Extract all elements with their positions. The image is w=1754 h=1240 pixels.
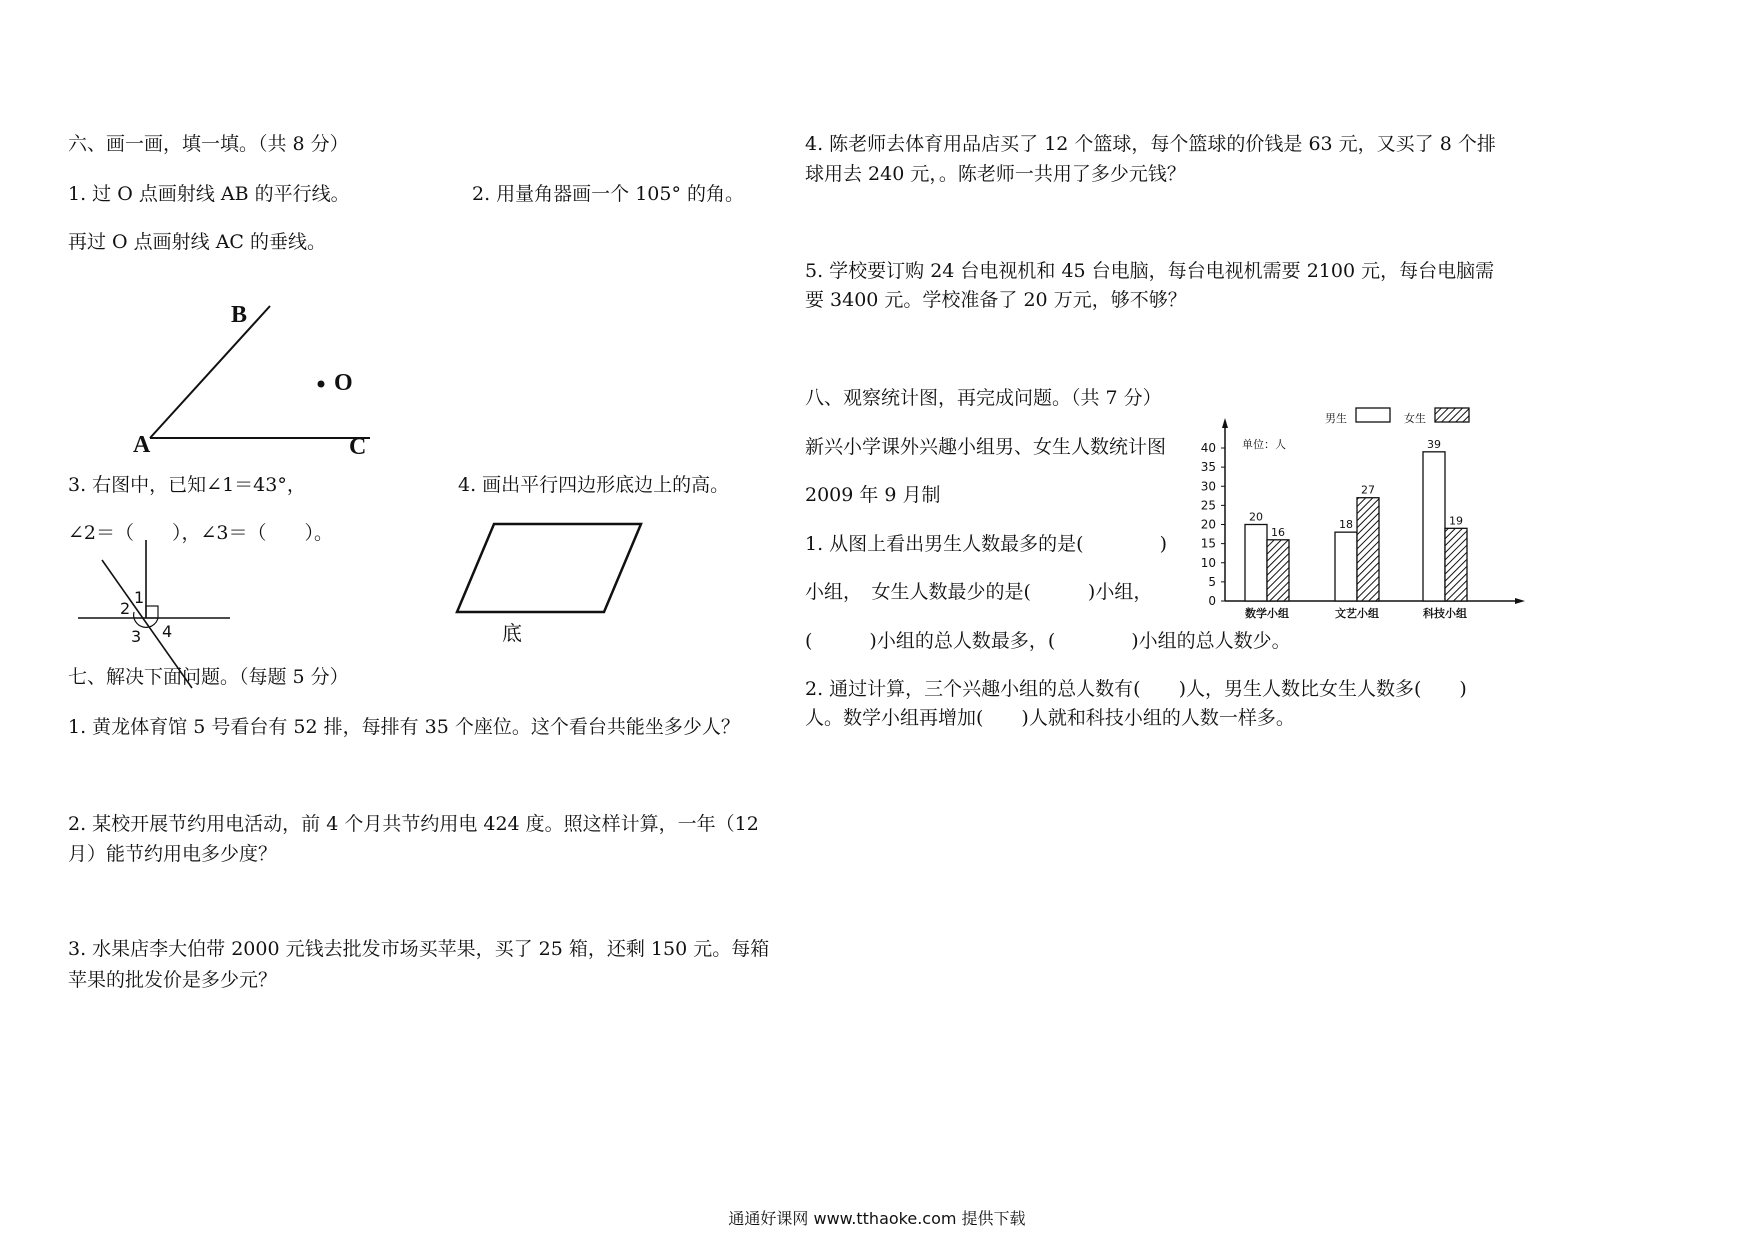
- y-tick-label: 35: [1200, 460, 1216, 475]
- s7-q2-line1: 2. 某校开展节约用电活动，前 4 个月共节约用电 424 度。照这样计算，一年（12: [68, 813, 759, 835]
- y-tick-label: 15: [1200, 536, 1216, 551]
- s7-q3-line1: 3. 水果店李大伯带 2000 元钱去批发市场买苹果，买了 25 箱，还剩 150 元。每箱: [68, 938, 770, 960]
- legend-label-girls: 女生: [1404, 412, 1426, 425]
- category-label: 文艺小组: [1335, 607, 1379, 620]
- s8-q1-line2: 小组， 女生人数最少的是( )小组，: [805, 581, 1153, 603]
- bar-value-label: 20: [1249, 510, 1263, 524]
- parallelogram: [457, 524, 641, 612]
- girls-bar: [1445, 528, 1467, 601]
- s7-q4-line1: 4. 陈老师去体育用品店买了 12 个篮球，每个篮球的价钱是 63 元，又买了 8 个排: [805, 133, 1496, 155]
- angle-number-3: 3: [131, 627, 142, 646]
- bar-value-label: 39: [1427, 437, 1441, 451]
- chart-caption: 新兴小学课外兴趣小组男、女生人数统计图: [805, 436, 1167, 458]
- s7-q5-line2: 要 3400 元。学校准备了 20 万元，够不够？: [805, 289, 1187, 311]
- category-label: 数学小组: [1245, 607, 1289, 620]
- s7-q5-line1: 5. 学校要订购 24 台电视机和 45 台电脑，每台电视机需要 2100 元，每台电脑需: [805, 260, 1495, 282]
- s6-q1-line1: 1. 过 O 点画射线 AB 的平行线。: [68, 183, 350, 205]
- label-o: O: [334, 370, 353, 396]
- ray-ab: [150, 306, 270, 438]
- label-c: C: [349, 434, 367, 460]
- legend-label-boys: 男生: [1325, 412, 1347, 425]
- girls-bar: [1357, 498, 1379, 601]
- y-tick-label: 30: [1200, 479, 1216, 494]
- angle-number-2: 2: [120, 599, 131, 618]
- y-axis-arrow: [1222, 418, 1228, 428]
- s6-q3-line1: 3. 右图中，已知∠1＝43°，: [68, 474, 306, 496]
- angle-number-1: 1: [134, 588, 145, 607]
- y-tick-label: 10: [1200, 555, 1216, 570]
- bar-value-label: 19: [1449, 514, 1463, 528]
- y-tick-label: 40: [1200, 441, 1216, 455]
- unit-label: 单位：人: [1242, 438, 1286, 451]
- s7-q1: 1. 黄龙体育馆 5 号看台有 52 排，每排有 35 个座位。这个看台共能坐多少人？: [68, 716, 740, 738]
- bar-value-label: 16: [1271, 525, 1285, 539]
- section8-title: 八、观察统计图，再完成问题。（共 7 分）: [805, 387, 1162, 409]
- bar-value-label: 27: [1361, 483, 1375, 497]
- angle-number-4: 4: [162, 622, 173, 641]
- footer: 通通好课网 www.tthaoke.com 提供下载: [728, 1209, 1026, 1228]
- section7-title: 七、解决下面问题。（每题 5 分）: [68, 666, 349, 688]
- boys-bar: [1245, 525, 1267, 602]
- bar-chart: [1180, 400, 1530, 630]
- y-tick-label: 5: [1208, 574, 1216, 589]
- s7-q4-line2: 球用去 240 元，。陈老师一共用了多少元钱？: [805, 163, 1186, 185]
- category-label: 科技小组: [1423, 607, 1467, 620]
- y-tick-label: 20: [1200, 517, 1216, 532]
- girls-bar: [1267, 540, 1289, 601]
- section6-title: 六、画一画，填一填。（共 8 分）: [68, 133, 349, 155]
- legend-swatch-girls: [1435, 408, 1469, 422]
- s8-q1-line3: ( )小组的总人数最多，( )小组的总人数少。: [805, 630, 1291, 652]
- s8-q2-line2: 人。数学小组再增加( )人就和科技小组的人数一样多。: [805, 707, 1295, 729]
- boys-bar: [1335, 532, 1357, 601]
- chart-date: 2009 年 9 月制: [805, 484, 941, 506]
- y-tick-label: 0: [1208, 594, 1216, 608]
- y-tick-label: 25: [1200, 498, 1216, 513]
- s6-q3-line2: ∠2＝（ ），∠3＝（ ）。: [68, 522, 334, 544]
- label-a: A: [133, 432, 151, 458]
- s6-q1-line2: 再过 O 点画射线 AC 的垂线。: [68, 231, 326, 253]
- s7-q3-line2: 苹果的批发价是多少元？: [68, 969, 278, 991]
- s6-q2: 2. 用量角器画一个 105° 的角。: [472, 183, 745, 205]
- s8-q1-line1: 1. 从图上看出男生人数最多的是( ): [805, 533, 1167, 555]
- right-angle-mark: [146, 606, 158, 618]
- parallelogram-figure: [450, 515, 650, 625]
- base-label: 底: [502, 621, 522, 645]
- point-o: [318, 381, 325, 388]
- label-b: B: [231, 302, 248, 328]
- s6-q4: 4. 画出平行四边形底边上的高。: [458, 474, 730, 496]
- x-axis-arrow: [1515, 598, 1525, 604]
- legend-swatch-boys: [1356, 408, 1390, 422]
- bar-value-label: 18: [1339, 518, 1353, 532]
- s8-q2-line1: 2. 通过计算，三个兴趣小组的总人数有( )人，男生人数比女生人数多( ): [805, 678, 1467, 700]
- boys-bar: [1423, 452, 1445, 601]
- s7-q2-line2: 月）能节约用电多少度？: [68, 843, 278, 865]
